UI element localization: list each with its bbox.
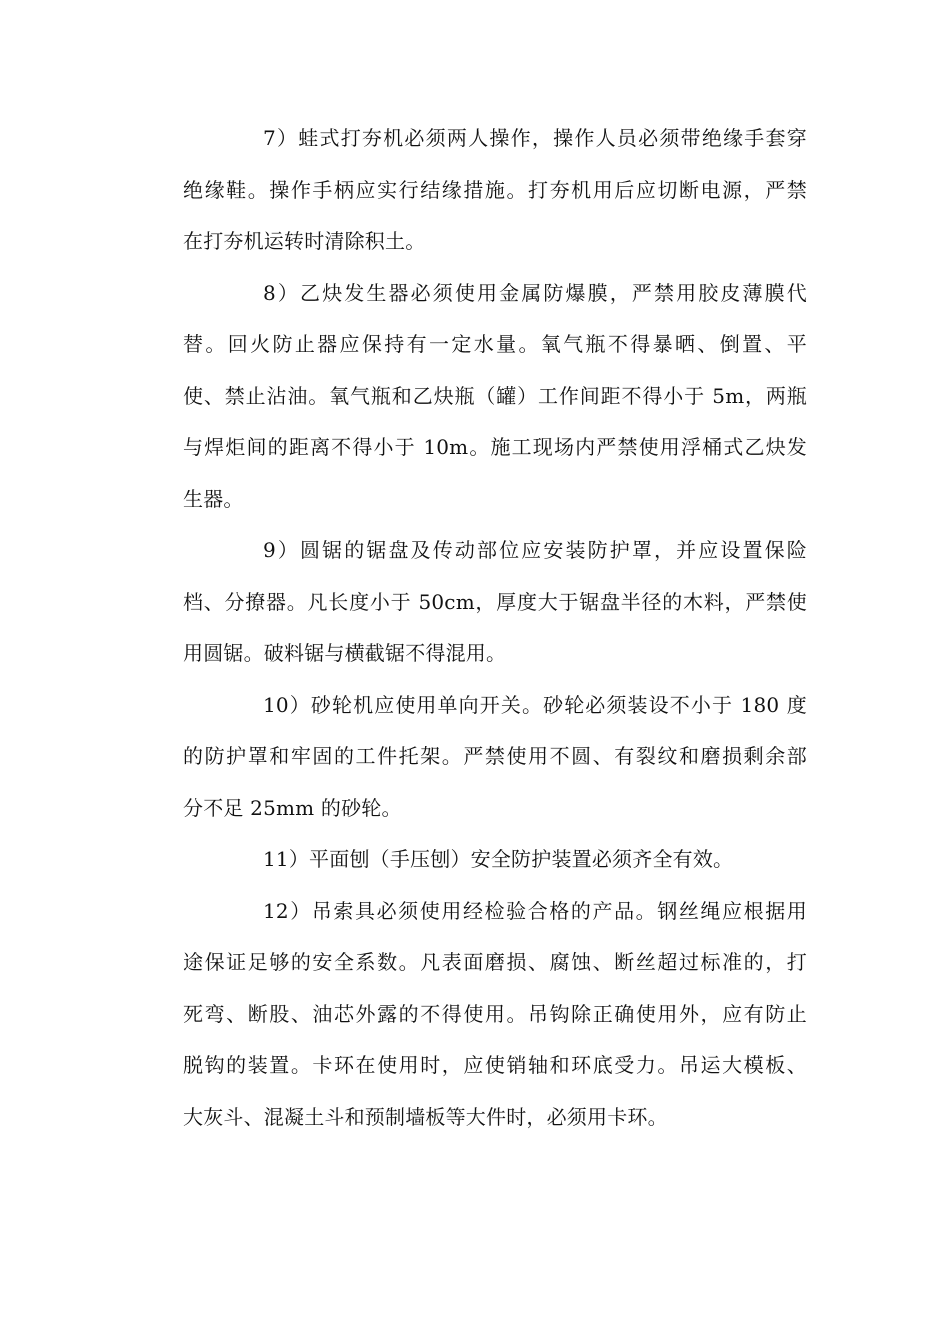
text-line: 10）砂轮机应使用单向开关。砂轮必须装设不小于 180 度 [263,692,807,717]
text-line: 替。回火防止器应保持有一定水量。氧气瓶不得暴晒、倒置、平 [183,332,807,356]
text-line: 使、禁止沾油。氧气瓶和乙炔瓶（罐）工作间距不得小于 5m，两瓶 [183,383,807,408]
text-line: 档、分撩器。凡长度小于 50cm，厚度大于锯盘半径的木料，严禁使 [183,589,807,614]
text-line: 与焊炬间的距离不得小于 10m。施工现场内严禁使用浮桶式乙炔发 [183,435,807,459]
paragraph-7 [143,113,807,268]
paragraph-11 [143,834,807,886]
text-line: 生器。 [183,486,244,511]
text-line: 用圆锯。破料锯与横截锯不得混用。 [183,641,507,665]
text-line: 死弯、断股、油芯外露的不得使用。吊钩除正确使用外，应有防止 [183,1001,807,1026]
text-line: 大灰斗、混凝土斗和预制墙板等大件时，必须用卡环。 [183,1104,668,1129]
paragraph-10 [143,680,807,835]
text-line: 7）蛙式打夯机必须两人操作，操作人员必须带绝缘手套穿 [263,126,807,150]
document-body [143,113,807,1143]
text-line: 途保证足够的安全系数。凡表面磨损、腐蚀、断丝超过标准的，打 [183,950,807,974]
text-line: 12）吊索具必须使用经检验合格的产品。钢丝绳应根据用 [263,898,807,923]
text-line: 11）平面刨（手压刨）安全防护装置必须齐全有效。 [263,847,734,871]
text-line: 8）乙炔发生器必须使用金属防爆膜，严禁用胶皮薄膜代 [263,280,807,305]
text-line: 的防护罩和牢固的工件托架。严禁使用不圆、有裂纹和磨损剩余部 [183,744,807,768]
text-line: 脱钩的装置。卡环在使用时，应使销轴和环底受力。吊运大模板、 [183,1053,807,1077]
text-line: 在打夯机运转时清除积土。 [183,229,426,253]
text-line: 9）圆锯的锯盘及传动部位应安装防护罩，并应设置保险 [263,538,807,562]
text-line: 分不足 25mm 的砂轮。 [183,795,402,820]
text-line: 绝缘鞋。操作手柄应实行结缘措施。打夯机用后应切断电源，严禁 [183,177,807,202]
paragraph-12 [143,886,807,1144]
paragraph-8 [143,268,807,526]
paragraph-9 [143,525,807,680]
